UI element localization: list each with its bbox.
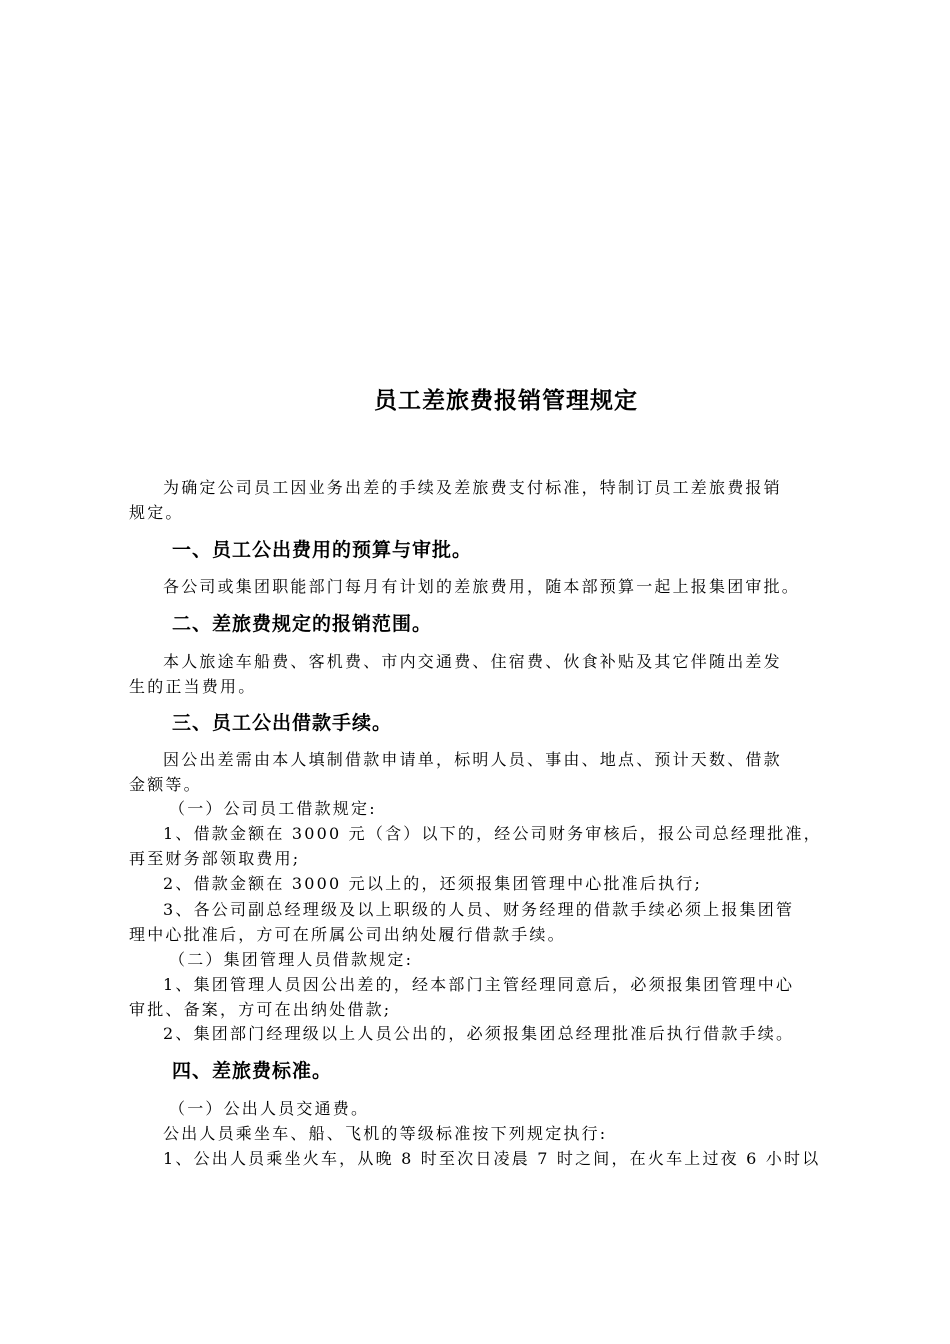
- section-2-line-1: 本人旅途车船费、客机费、市内交通费、住宿费、伙食补贴及其它伴随出差发: [163, 652, 782, 671]
- section-1-heading: 一、员工公出费用的预算与审批。: [172, 539, 473, 561]
- section-4-line-3: 1、公出人员乘坐火车，从晚 8 时至次日凌晨 7 时之间，在火车上过夜 6 小时以: [163, 1149, 821, 1168]
- section-3-line-11: 审批、备案，方可在出纳处借款;: [129, 1000, 392, 1019]
- document-title: 员工差旅费报销管理规定: [374, 388, 638, 414]
- section-4-line-2: 公出人员乘坐车、船、飞机的等级标准按下列规定执行:: [163, 1124, 608, 1143]
- section-3-line-10: 1、集团管理人员因公出差的，经本部门主管经理同意后，必须报集团管理中心: [163, 975, 795, 994]
- section-3-line-7: 3、各公司副总经理级及以上职级的人员、财务经理的借款手续必须上报集团管: [163, 900, 795, 919]
- section-3-line-4: 1、借款金额在 3000 元（含）以下的，经公司财务审核后，报公司总经理批准，: [163, 824, 822, 843]
- section-3-line-12: 2、集团部门经理级以上人员公出的，必须报集团总经理批准后执行借款手续。: [163, 1024, 795, 1043]
- section-4-subheading-1: （一）公出人员交通费。: [169, 1099, 370, 1118]
- section-3-line-6: 2、借款金额在 3000 元以上的，还须报集团管理中心批准后执行;: [163, 874, 703, 893]
- section-4-heading: 四、差旅费标准。: [172, 1060, 333, 1082]
- section-3-heading: 三、员工公出借款手续。: [172, 712, 393, 734]
- section-3-line-1: 因公出差需由本人填制借款申请单，标明人员、事由、地点、预计天数、借款: [163, 750, 782, 769]
- section-1-line-1: 各公司或集团职能部门每月有计划的差旅费用，随本部预算一起上报集团审批。: [163, 577, 801, 596]
- section-3-subheading-2: （二）集团管理人员借款规定:: [169, 950, 414, 969]
- section-2-line-2: 生的正当费用。: [129, 677, 257, 696]
- section-3-subheading-1: （一）公司员工借款规定:: [169, 799, 377, 818]
- section-2-heading: 二、差旅费规定的报销范围。: [172, 613, 433, 635]
- intro-line-1: 为确定公司员工因业务出差的手续及差旅费支付标准，特制订员工差旅费报销: [163, 478, 782, 497]
- section-3-line-8: 理中心批准后，方可在所属公司出纳处履行借款手续。: [129, 925, 566, 944]
- intro-line-2: 规定。: [129, 503, 184, 522]
- section-3-line-2: 金额等。: [129, 775, 202, 794]
- section-3-line-5: 再至财务部领取费用;: [129, 849, 301, 868]
